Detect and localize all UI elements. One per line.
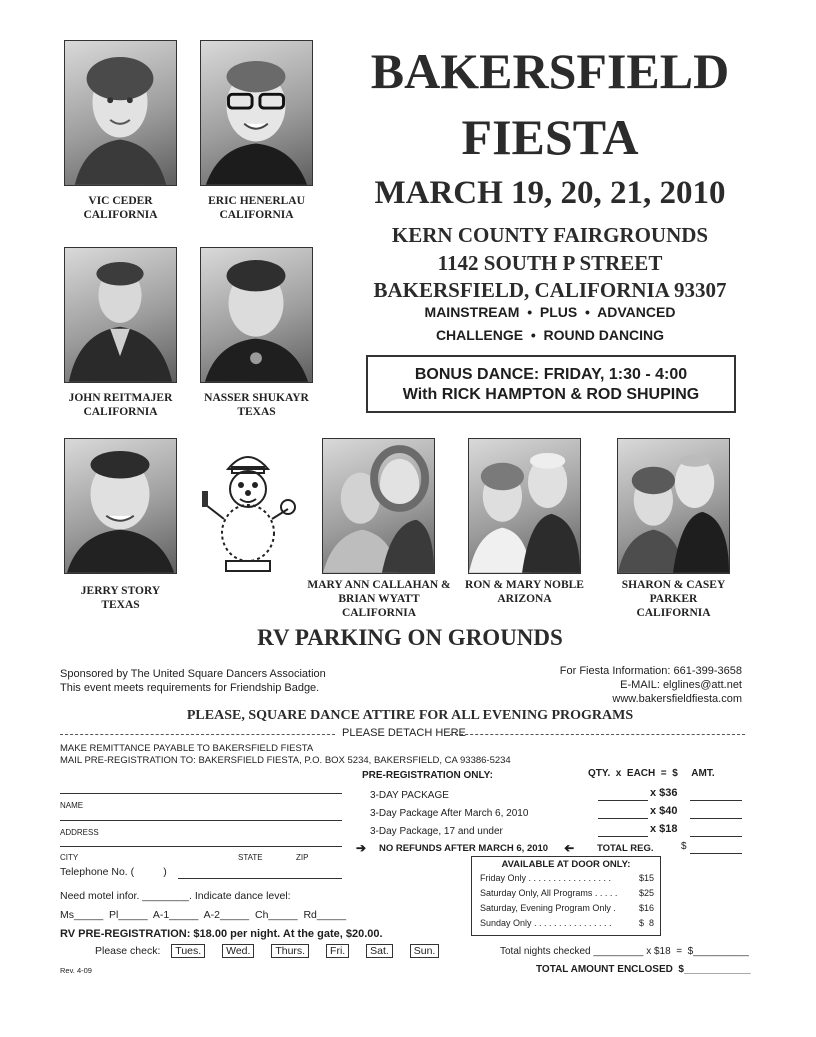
package-youth-label: 3-Day Package, 17 and under — [370, 826, 503, 837]
day-checkboxes — [95, 944, 453, 958]
info-email: E-MAIL: elglines@att.net — [620, 679, 742, 691]
caption-john-reitmajer: JOHN REITMAJER CALIFORNIA — [68, 392, 173, 418]
package-youth-amount[interactable] — [690, 836, 742, 837]
remittance-block — [60, 743, 511, 767]
package-3day-amount[interactable] — [690, 800, 742, 801]
dance-levels-line1: MAINSTREAM • PLUS • ADVANCED — [424, 304, 676, 320]
package-youth-qty[interactable] — [598, 836, 648, 837]
door-item-saturday-evening: Saturday, Evening Program Only . $16 — [480, 903, 654, 913]
info-phone: For Fiesta Information: 661-399-3658 — [559, 665, 742, 677]
package-late-qty[interactable] — [598, 818, 648, 819]
day-sun-checkbox[interactable]: Sun. — [410, 944, 440, 958]
package-3day-qty[interactable] — [598, 800, 648, 801]
door-heading: AVAILABLE AT DOOR ONLY: — [501, 859, 631, 870]
arrow-left-icon: ➔ — [564, 841, 575, 855]
attire-notice: PLEASE, SQUARE DANCE ATTIRE FOR ALL EVENING PROGRAMS — [186, 708, 634, 723]
info-website[interactable]: www.bakersfieldfiesta.com — [612, 693, 742, 705]
please-check-label: Please check: — [95, 945, 161, 957]
bonus-dance-box — [366, 355, 736, 413]
city-label: CITY — [60, 853, 79, 862]
motel-info-field[interactable]: Need motel infor. ________. Indicate dance level: — [60, 890, 291, 902]
door-item-friday: Friday Only . . . . . . . . . . . . . . . . . $15 — [480, 873, 654, 883]
caption-nasser-shukayr: NASSER SHUKAYR TEXAS — [204, 392, 309, 418]
revision-label: Rev. 4-09 — [60, 966, 92, 975]
bonus-dance-line1: BONUS DANCE: FRIDAY, 1:30 - 4:00 — [414, 366, 688, 383]
event-title-line2: FIESTA — [461, 109, 639, 165]
detach-line-right — [450, 734, 745, 735]
city-state-zip-field[interactable] — [60, 846, 342, 847]
remittance-line1: MAKE REMITTANCE PAYABLE TO BAKERSFIELD FIESTA — [60, 743, 314, 754]
day-fri-checkbox[interactable]: Fri. — [326, 944, 349, 958]
rv-parking-heading: RV PARKING ON GROUNDS — [257, 625, 563, 650]
package-late-amount[interactable] — [690, 818, 742, 819]
event-venue: KERN COUNTY FAIRGROUNDS — [391, 223, 709, 247]
package-youth-price: x $18 — [650, 823, 678, 835]
sponsor-line1: Sponsored by The United Square Dancers Association — [60, 668, 326, 680]
caption-jerry-story: JERRY STORY TEXAS — [80, 585, 161, 611]
dance-levels-line2: CHALLENGE • ROUND DANCING — [435, 327, 665, 343]
dance-level-fields[interactable]: Ms_____ Pl_____ A-1_____ A-2_____ Ch_____ Rd_____ — [60, 909, 347, 921]
address-field[interactable] — [60, 820, 342, 821]
event-title-line1: BAKERSFIELD — [370, 43, 730, 99]
package-3day-label: 3-DAY PACKAGE — [370, 790, 449, 801]
sponsor-line2: This event meets requirements for Friendship Badge. — [60, 682, 320, 694]
qty-header: QTY. x EACH = $ AMT. — [588, 768, 715, 779]
caption-sharon-casey-parker: SHARON & CASEY PARKER CALIFORNIA — [621, 579, 726, 619]
preregistration-heading: PRE-REGISTRATION ONLY: — [362, 770, 493, 781]
photo-callahan-wyatt — [322, 438, 435, 574]
total-reg-label: TOTAL REG. — [597, 843, 654, 854]
address-label: ADDRESS — [60, 828, 99, 837]
photo-nasser-shukayr — [200, 247, 313, 383]
package-late-price: x $40 — [650, 805, 678, 817]
detach-line-left — [60, 734, 335, 735]
no-refunds-notice: NO REFUNDS AFTER MARCH 6, 2010 — [379, 843, 549, 854]
day-tues-checkbox[interactable]: Tues. — [171, 944, 205, 958]
info-block — [470, 664, 742, 706]
name-label: NAME — [60, 801, 84, 810]
photo-john-reitmajer — [64, 247, 177, 383]
sponsor-block — [60, 667, 326, 695]
package-3day-price: x $36 — [650, 787, 678, 799]
total-nights-field[interactable]: Total nights checked _________ x $18 = $__________ — [500, 946, 749, 957]
caption-eric-henerlau: ERIC HENERLAU CALIFORNIA — [208, 195, 305, 221]
zip-label: ZIP — [296, 853, 309, 862]
photo-ron-mary-noble — [468, 438, 581, 574]
day-thurs-checkbox[interactable]: Thurs. — [271, 944, 309, 958]
door-item-sunday: Sunday Only . . . . . . . . . . . . . . . . $ 8 — [480, 918, 654, 928]
caption-vic-ceder: VIC CEDER CALIFORNIA — [83, 195, 158, 221]
event-dates: MARCH 19, 20, 21, 2010 — [374, 175, 726, 211]
event-street: 1142 SOUTH P STREET — [437, 251, 663, 275]
arrow-right-icon: ➔ — [356, 841, 367, 855]
name-field[interactable] — [60, 793, 342, 794]
day-wed-checkbox[interactable]: Wed. — [222, 944, 254, 958]
package-late-label: 3-Day Package After March 6, 2010 — [370, 808, 529, 819]
door-prices-box — [471, 856, 661, 936]
remittance-line2: MAIL PRE-REGISTRATION TO: BAKERSFIELD FIESTA, P.O. BOX 5234, BAKERSFIELD, CA 93386-5234 — [60, 755, 511, 766]
mascot-clown-illustration — [196, 445, 300, 575]
detach-label: PLEASE DETACH HERE — [342, 727, 466, 739]
telephone-line[interactable] — [178, 878, 342, 879]
photo-jerry-story — [64, 438, 177, 574]
bonus-dance-line2: With RICK HAMPTON & ROD SHUPING — [402, 386, 700, 403]
state-label: STATE — [238, 853, 263, 862]
telephone-field[interactable]: Telephone No. ( ) — [60, 866, 167, 878]
caption-ron-mary-noble: RON & MARY NOBLE ARIZONA — [465, 579, 584, 605]
total-amount-enclosed[interactable]: TOTAL AMOUNT ENCLOSED $____________ — [536, 964, 751, 975]
event-city: BAKERSFIELD, CALIFORNIA 93307 — [373, 278, 727, 302]
photo-eric-henerlau — [200, 40, 313, 186]
total-reg-dollar: $ — [681, 841, 687, 852]
caption-callahan-wyatt: MARY ANN CALLAHAN & BRIAN WYATT CALIFORNIA — [307, 579, 451, 619]
photo-vic-ceder — [64, 40, 177, 186]
photo-sharon-casey-parker — [617, 438, 730, 574]
rv-preregistration: RV PRE-REGISTRATION: $18.00 per night. At the gate, $20.00. — [60, 928, 383, 940]
total-reg-amount[interactable] — [690, 853, 742, 854]
door-item-saturday-all: Saturday Only, All Programs . . . . . $25 — [480, 888, 654, 898]
day-sat-checkbox[interactable]: Sat. — [366, 944, 393, 958]
